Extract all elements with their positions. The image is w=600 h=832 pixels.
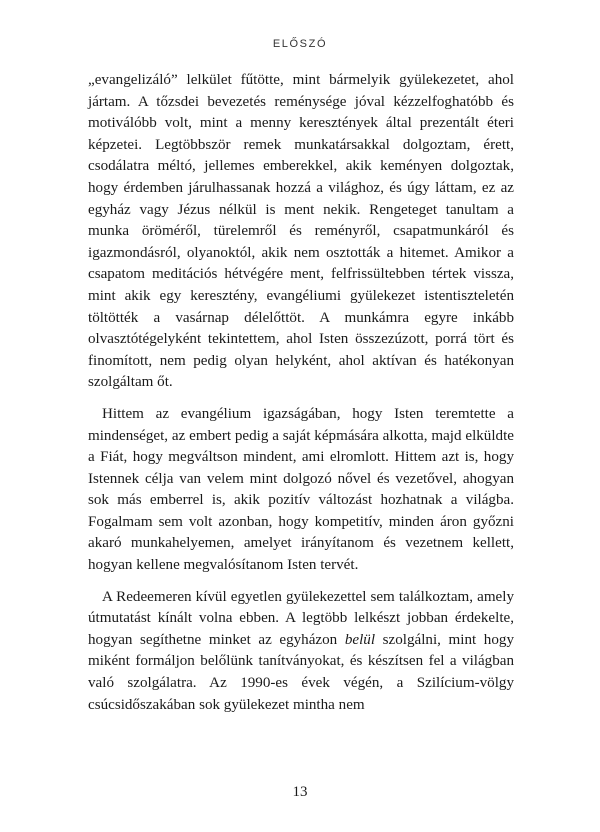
running-head: ELŐSZÓ bbox=[272, 38, 328, 50]
paragraph-3 bbox=[88, 587, 514, 717]
paragraph-3-emphasis: belül bbox=[344, 631, 376, 648]
paragraph-3-text-after: szolgálni, mint hogy miként formáljon belőlünk tanítványokat, és készítsen fel a világban való szolgálatra. Az 1990-es évek végén, a Szilícium-völgy csúcsidőszakában sok gyülekezet mintha nem bbox=[88, 631, 514, 713]
body-text bbox=[88, 70, 514, 716]
page-number: 13 bbox=[292, 784, 308, 800]
paragraph-3-text-before: A Redeemeren kívül egyetlen gyülekezettel sem találkoztam, amely útmutatást kínált volna ebben. A legtöbb lelkészt jobban érdekelte, hogyan segíthetne minket az egyházon bbox=[88, 588, 514, 648]
paragraph-2: Hittem az evangélium igazságában, hogy Isten teremtette a mindenséget, az embert pedig a saját képmására alkotta, majd elküldte a Fiát, hogy megváltson mindent, ami elromlott. Hittem azt is, hogy Istennek célja van velem mint dolgozó nővel és vezetővel, ahogyan sok más emberrel is, akik pozitív változást hozhatnak a világba. Fogalmam sem volt azonban, hogy kompetitív, minden áron győzni akaró munkahelyemen, amelyet irányítanom és vezetnem kellett, hogyan kellene megvalósítanom Isten tervét. bbox=[88, 405, 514, 574]
paragraph-1: „evangelizáló” lelkület fűtötte, mint bármelyik gyülekezetet, ahol jártam. A tőzsdei bevezetés reménysége jóval kézzelfoghatóbb és motiválóbb volt, mint a menny keresztények által prezentált éteri képzetei. Legtöbbször remek munkatársakkal dolgoztam, érett, csodálatra méltó, jellemes emberekkel, akik keményen dolgoztak, hogy érdemben járulhassanak hozzá a világhoz, és úgy láttam, ez az egyház vagy Jézus nélkül is ment nekik. Rengeteget tanultam a munka öröméről, türelemről és reményről, csapatmunkáról és igazmondásról, olyanoktól, akik nem osztották a hitemet. Amikor a csapatom meditációs hétvégére ment, felfrissültebben tértek vissza, mint akik egy keresztény, evangéliumi gyülekezet istentiszteletén töltötték a vasárnap délelőttöt. A munkámra egyre inkább olvasztótégelyként tekintettem, ahol Isten összezúzott, porrá tört és finomított, nem pedig olyan helyként, ahol aktívan és hatékonyan szolgáltam őt. bbox=[88, 72, 514, 391]
